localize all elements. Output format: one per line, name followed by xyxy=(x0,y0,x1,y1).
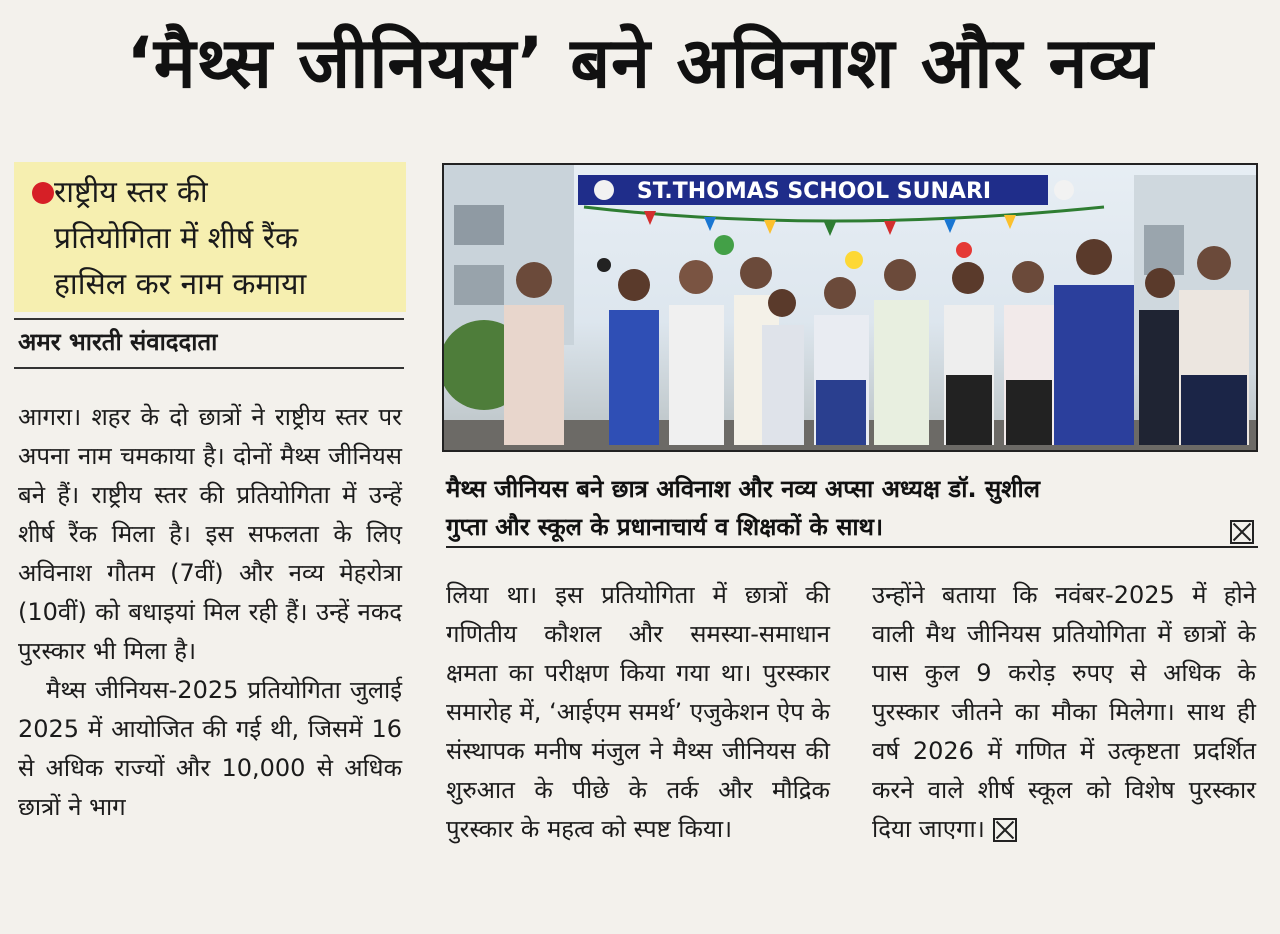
photo-illustration xyxy=(444,165,1256,450)
paragraph: आगरा। शहर के दो छात्रों ने राष्ट्रीय स्तर पर अपना नाम चमकाया है। दोनों मैथ्स जीनियस बने हैं। राष्ट्रीय स्तर की प्रतियोगिता में उन्हें शीर्ष रैंक मिला है। इस सफलता के लिए अविनाश गौतम (7वीं) और नव्य मेहरोत्रा (10वीं) को बधाइयां मिल रही हैं। उन्हें नकद पुरस्कार भी मिला है। xyxy=(18,403,402,665)
article-column-2 xyxy=(446,576,830,849)
end-mark-icon xyxy=(1230,520,1254,544)
headline: ‘मैथ्स जीनियस’ बने अविनाश और नव्य xyxy=(126,22,1154,104)
divider xyxy=(14,367,404,369)
banner-text: ST.THOMAS SCHOOL SUNARI xyxy=(636,179,992,204)
caption-line: मैथ्स जीनियस बने छात्र अविनाश और नव्य अप्सा अध्यक्ष डॉ. सुशील xyxy=(446,475,1040,503)
highlight-line: प्रतियोगिता में शीर्ष रैंक xyxy=(54,221,299,256)
highlight-line: हासिल कर नाम कमाया xyxy=(54,267,307,302)
paragraph: मैथ्स जीनियस-2025 प्रतियोगिता जुलाई 2025 में आयोजित की गई थी, जिसमें 16 से अधिक राज्यों और 10,000 से अधिक छात्रों ने भाग xyxy=(18,676,402,821)
bullet-icon xyxy=(32,182,54,204)
end-mark-icon xyxy=(993,818,1017,842)
article-column-1 xyxy=(18,398,402,827)
caption-line: गुप्ता और स्कूल के प्रधानाचार्य व शिक्षकों के साथ। xyxy=(446,513,884,541)
byline: अमर भारती संवाददाता xyxy=(18,328,218,356)
highlight-line: राष्ट्रीय स्तर की xyxy=(54,175,208,210)
highlight-box xyxy=(14,162,406,312)
news-photo xyxy=(442,163,1258,452)
divider xyxy=(14,318,404,320)
article-column-3 xyxy=(872,576,1256,849)
paragraph: लिया था। इस प्रतियोगिता में छात्रों की गणितीय कौशल और समस्या-समाधान क्षमता का परीक्षण किया गया था। पुरस्कार समारोह में, ‘आईएम समर्थ’ एजुकेशन ऐप के संस्थापक मनीष मंजुल ने मैथ्स जीनियस की शुरुआत के पीछे के तर्क और मौद्रिक पुरस्कार के महत्व को स्पष्ट किया। xyxy=(446,581,830,843)
divider xyxy=(446,546,1258,548)
photo-caption xyxy=(446,470,1246,546)
paragraph xyxy=(872,576,1256,849)
paragraph-text: उन्होंने बताया कि नवंबर-2025 में होने वाली मैथ जीनियस प्रतियोगिता में छात्रों के पास कुल 9 करोड़ रुपए से अधिक के पुरस्कार जीतने का मौका मिलेगा। साथ ही वर्ष 2026 में गणित में उत्कृष्टता प्रदर्शित करने वाले शीर्ष स्कूल को विशेष पुरस्कार दिया जाएगा। xyxy=(872,581,1256,843)
